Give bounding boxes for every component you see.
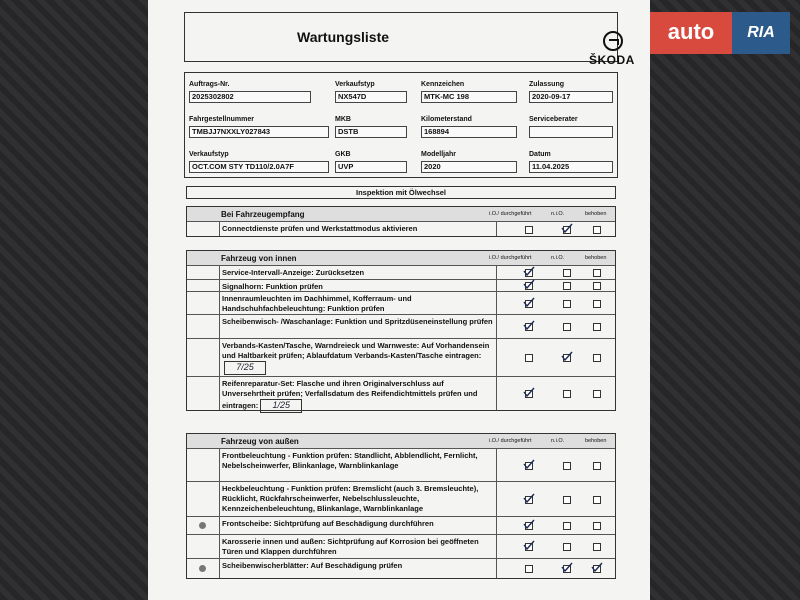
- vehicle-info-box: [184, 72, 618, 178]
- handwritten-date: 7/25: [224, 361, 266, 375]
- column-header: behoben: [585, 255, 607, 261]
- checkbox[interactable]: [563, 390, 571, 398]
- sun-icon: [199, 522, 206, 529]
- item-label: Signalhorn: Funktion prüfen: [222, 282, 323, 291]
- item-label: Frontscheibe: Sichtprüfung auf Beschädigung durchführen: [222, 519, 434, 528]
- checkbox[interactable]: [593, 390, 601, 398]
- checklist-item-text: [219, 266, 497, 279]
- checkbox[interactable]: [563, 543, 571, 551]
- checklist-item-text: [219, 559, 497, 578]
- checkbox[interactable]: [593, 354, 601, 362]
- field-value: NX547D: [335, 91, 407, 103]
- field-value: 2025302802: [189, 91, 311, 103]
- section-title: Fahrzeug von innen: [221, 254, 297, 263]
- watermark-ria: RIA: [732, 12, 790, 54]
- checklist-row: [187, 516, 615, 534]
- field-value: OCT.COM STY TD110/2.0A7F: [189, 161, 329, 173]
- checklist-item-text: [219, 222, 497, 236]
- checkbox[interactable]: [563, 269, 571, 277]
- field-value: 2020-09-17: [529, 91, 613, 103]
- checkbox[interactable]: [593, 543, 601, 551]
- checkbox[interactable]: [563, 354, 571, 362]
- checkbox[interactable]: [525, 354, 533, 362]
- checkbox[interactable]: [563, 462, 571, 470]
- checkbox[interactable]: [593, 226, 601, 234]
- field-value: MTK-MC 198: [421, 91, 517, 103]
- checkbox[interactable]: [525, 390, 533, 398]
- checklist-item-text: [219, 292, 497, 314]
- checkbox[interactable]: [593, 323, 601, 331]
- checkbox[interactable]: [525, 226, 533, 234]
- inspection-title: Inspektion mit Ölwechsel: [186, 186, 616, 199]
- item-label: Heckbeleuchtung - Funktion prüfen: Bremslicht (auch 3. Bremsleuchte), Rücklicht, Rückfahrscheinwerfer, Nebelschlussleuchte, Kennzeichenbeleuchtung, Blinkanlage, Warnblinkanlage: [222, 484, 479, 513]
- checkbox[interactable]: [563, 565, 571, 573]
- checkbox[interactable]: [525, 565, 533, 573]
- checklist-row: [187, 338, 615, 376]
- item-label: Connectdienste prüfen und Werkstattmodus aktivieren: [222, 224, 418, 233]
- field-value: 11.04.2025: [529, 161, 613, 173]
- checklist-row: [187, 481, 615, 516]
- field-value: UVP: [335, 161, 407, 173]
- checkbox[interactable]: [525, 323, 533, 331]
- checkbox[interactable]: [525, 543, 533, 551]
- field-label: Auftrags-Nr.: [189, 81, 230, 88]
- checkbox[interactable]: [563, 282, 571, 290]
- checklist-item-text: [219, 339, 497, 376]
- item-label: Reifenreparatur-Set: Flasche und ihren Originalverschluss auf Unversehrtheit prüfen; Verfallsdatum des Reifendichtmittels prüfen und eintragen:: [222, 379, 478, 410]
- field-label: Verkaufstyp: [189, 151, 229, 158]
- checklist-section: [186, 433, 616, 579]
- checkbox[interactable]: [593, 522, 601, 530]
- checkbox[interactable]: [593, 496, 601, 504]
- skoda-logo-icon: [603, 31, 623, 51]
- field-label: Fahrgestellnummer: [189, 116, 254, 123]
- checklist-item-text: [219, 482, 497, 516]
- field-value: DSTB: [335, 126, 407, 138]
- field-value: TMBJJ7NXXLY027843: [189, 126, 329, 138]
- field-value: 2020: [421, 161, 517, 173]
- checkbox[interactable]: [525, 282, 533, 290]
- checklist-section: [186, 206, 616, 237]
- checklist-row: [187, 291, 615, 314]
- field-label: Kilometerstand: [421, 116, 472, 123]
- checkbox[interactable]: [563, 496, 571, 504]
- checklist-row: [187, 448, 615, 481]
- column-header: n.i.O.: [551, 255, 565, 261]
- column-header: behoben: [585, 211, 607, 217]
- column-header: n.i.O.: [551, 438, 565, 444]
- checkbox[interactable]: [593, 300, 601, 308]
- checkbox[interactable]: [593, 462, 601, 470]
- checklist-item-text: [219, 315, 497, 338]
- checkbox[interactable]: [563, 300, 571, 308]
- checklist-item-text: [219, 535, 497, 558]
- watermark-auto: auto: [650, 12, 732, 54]
- section-title: Fahrzeug von außen: [221, 437, 299, 446]
- item-label: Karosserie innen und außen: Sichtprüfung auf Korrosion bei geöffneten Türen und Klappen durchführen: [222, 537, 479, 556]
- checkbox[interactable]: [525, 300, 533, 308]
- column-header: n.i.O.: [551, 211, 565, 217]
- handwritten-date: 1/25: [260, 399, 302, 413]
- section-header: [187, 251, 615, 265]
- maintenance-sheet: [148, 0, 650, 600]
- checkbox[interactable]: [593, 269, 601, 277]
- seat-fabric-right: [648, 0, 800, 600]
- autoria-watermark: [650, 12, 790, 54]
- column-header: behoben: [585, 438, 607, 444]
- section-header: [187, 434, 615, 448]
- checkbox[interactable]: [525, 269, 533, 277]
- column-header: i.O./ durchgeführt: [489, 211, 532, 217]
- checklist-row: [187, 265, 615, 279]
- field-label: MKB: [335, 116, 351, 123]
- seat-fabric-left: [0, 0, 152, 600]
- section-header: [187, 207, 615, 221]
- item-label: Verbands-Kasten/Tasche, Warndreieck und Warnweste: Auf Vorhandensein und Haltbarkeit prüfen; Ablaufdatum Verbands-Kasten/Tasche eintragen:: [222, 341, 490, 360]
- checkbox[interactable]: [563, 522, 571, 530]
- checklist-row: [187, 221, 615, 236]
- checkbox[interactable]: [563, 226, 571, 234]
- checklist-row: [187, 558, 615, 578]
- checklist-section: [186, 250, 616, 411]
- field-label: Modelljahr: [421, 151, 457, 158]
- field-label: Datum: [529, 151, 551, 158]
- column-header: i.O./ durchgeführt: [489, 255, 532, 261]
- checkbox[interactable]: [525, 496, 533, 504]
- field-label: Serviceberater: [529, 116, 578, 123]
- section-title: Bei Fahrzeugempfang: [221, 210, 305, 219]
- sheet-title: Wartungsliste: [297, 29, 390, 45]
- checklist-item-text: [219, 449, 497, 481]
- checklist-row: [187, 534, 615, 558]
- item-label: Innenraumleuchten im Dachhimmel, Kofferraum- und Handschuhfachbeleuchtung: Funktion prüfen: [222, 294, 412, 313]
- checkbox[interactable]: [593, 282, 601, 290]
- checkbox[interactable]: [525, 462, 533, 470]
- checkbox[interactable]: [525, 522, 533, 530]
- sun-icon: [199, 565, 206, 572]
- brand-name: ŠKODA: [589, 53, 635, 67]
- checkbox[interactable]: [593, 565, 601, 573]
- item-label: Scheibenwisch- /Waschanlage: Funktion und Spritzdüseneinstellung prüfen: [222, 317, 493, 326]
- item-label: Frontbeleuchtung - Funktion prüfen: Standlicht, Abblendlicht, Fernlicht, Nebelscheinwerfer, Blinkanlage, Warnblinkanlage: [222, 451, 478, 470]
- title-box: [184, 12, 635, 67]
- checklist-item-text: [219, 517, 497, 534]
- checkbox[interactable]: [563, 323, 571, 331]
- field-label: Zulassung: [529, 81, 565, 88]
- item-label: Service-Intervall-Anzeige: Zurücksetzen: [222, 268, 365, 277]
- item-label: Scheibenwischerblätter: Auf Beschädigung prüfen: [222, 561, 403, 570]
- checklist-row: [187, 314, 615, 338]
- field-value: 168894: [421, 126, 517, 138]
- field-label: Verkaufstyp: [335, 81, 375, 88]
- field-label: Kennzeichen: [421, 81, 465, 88]
- field-value: [529, 126, 613, 138]
- checklist-row: [187, 279, 615, 291]
- column-header: i.O./ durchgeführt: [489, 438, 532, 444]
- checklist-row: [187, 376, 615, 410]
- field-label: GKB: [335, 151, 351, 158]
- checklist-item-text: [219, 377, 497, 410]
- checklist-item-text: [219, 280, 497, 291]
